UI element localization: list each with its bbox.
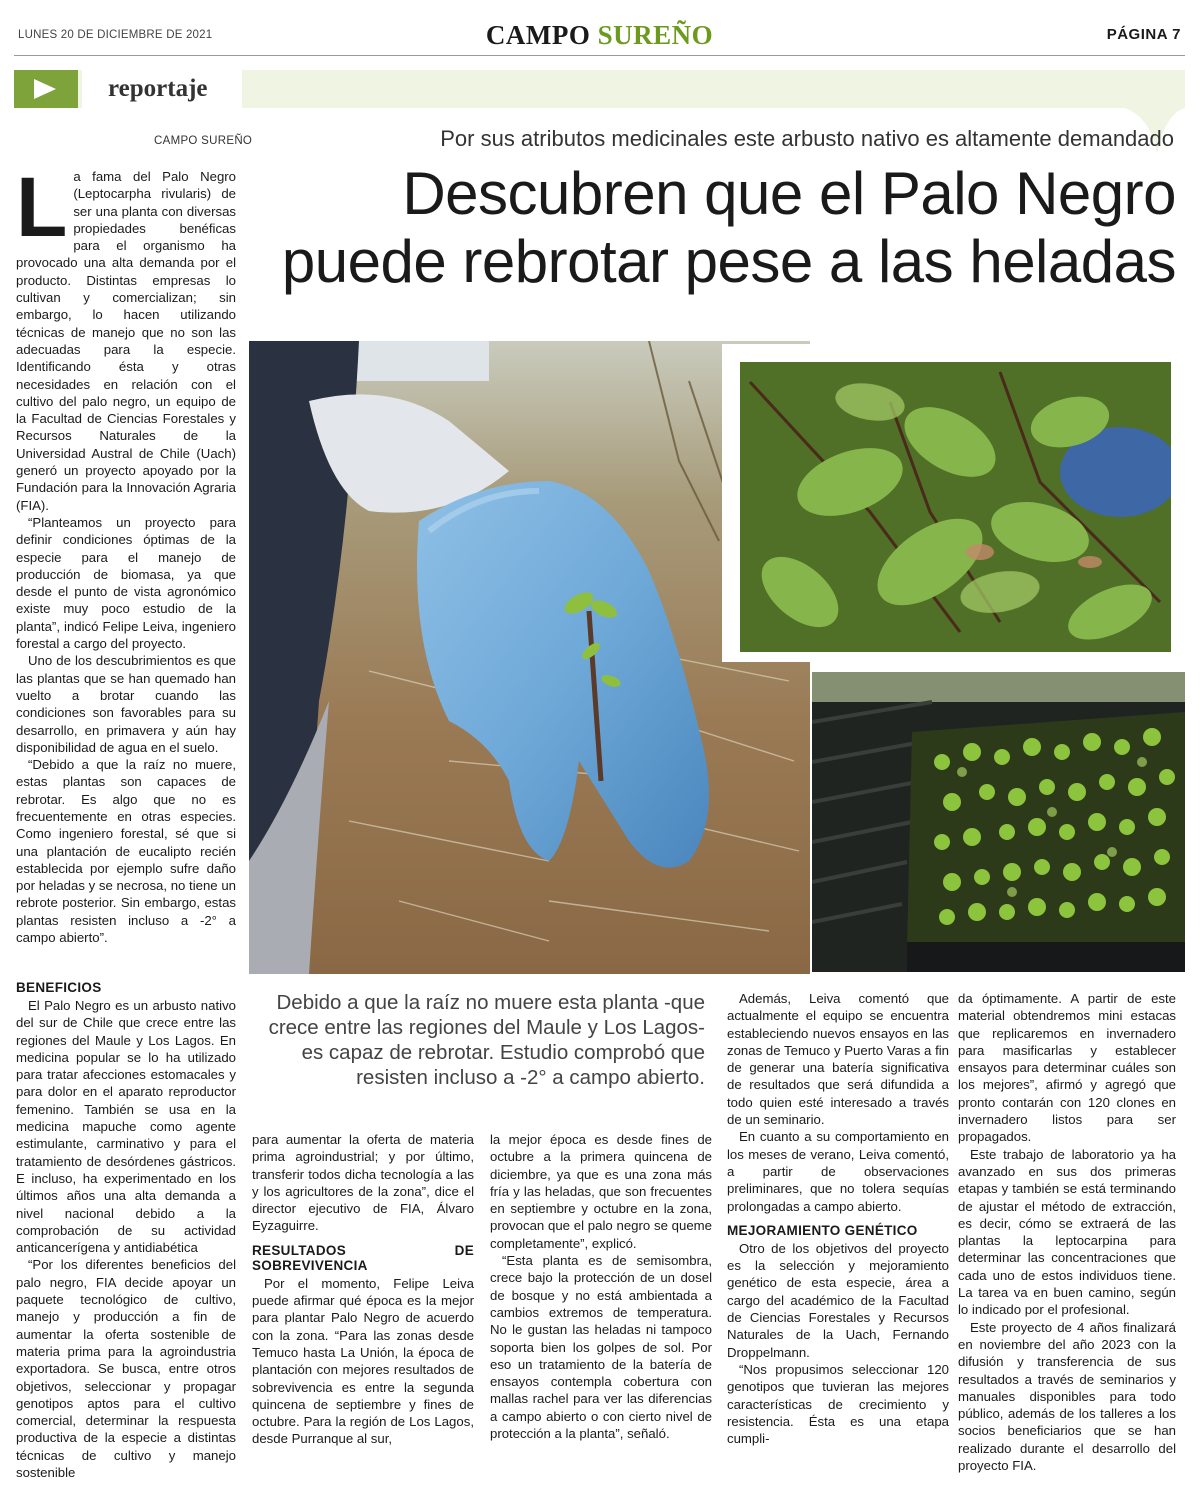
column-5 bbox=[958, 990, 1176, 1474]
headline-line-1: Descubren que el Palo Negro bbox=[402, 160, 1176, 227]
subheading-mejoramiento: MEJORAMIENTO GENÉTICO bbox=[727, 1222, 918, 1238]
paragraph: Por el momento, Felipe Leiva puede afirmar qué época es la mejor para plantar Palo Negro de acuerdo con la zona. “Para las zonas desde Temuco hasta La Unión, la época de plantación con mejores resultados de sobrevivencia es entre la segunda quincena de septiembre y fines de octubre. Para la región de Los Lagos, desde Purranque al sur, bbox=[252, 1275, 474, 1447]
section-bar bbox=[14, 70, 1185, 108]
paragraph: Otro de los objetivos del proyecto es la selección y mejoramiento genético de esta especie, área a cargo del académico de la Facultad de Ciencias Forestales y Recursos Naturales de la Uach, Fernando Droppelmann. bbox=[727, 1240, 949, 1360]
paragraph: En cuanto a su comportamiento en los meses de verano, Leiva comentó, a partir de observaciones preliminares, que no tolera sequías prolongadas a campo abierto. bbox=[727, 1129, 949, 1214]
photo-seedling-tray bbox=[812, 672, 1185, 972]
paragraph: “Debido a que la raíz no muere, estas plantas son capaces de rebrotar. Es algo que no es frecuentemente en otras especies. Como ingeniero forestal, sé que si una plantación de eucalipto recién establecida por ejemplo sufre daño por heladas y se necrosa, no tiene un rebrote posterior. Sin embargo, estas plantas resisten incluso a -2° a campo abierto”. bbox=[16, 757, 236, 946]
paragraph: para aumentar la oferta de materia prima agroindustrial; y por último, transferir todos dicha tecnología a las y los agricultores de la zona”, dice el director ejecutivo de FIA, Álvaro Eyzaguirre. bbox=[252, 1132, 474, 1234]
masthead-sureno: SUREÑO bbox=[597, 20, 714, 50]
header-rule bbox=[14, 55, 1185, 56]
column-4 bbox=[727, 990, 949, 1447]
paragraph: Este trabajo de laboratorio ya ha avanzado en sus dos primeras etapas y también se está terminando de ajustar el método de extracción, es decir, cómo se extraerá de las plantas la leptocarpina para determinar las concentraciones que cada uno de estos individuos tiene. La tarea va en buen camino, según lo indicado por el profesional. bbox=[958, 1146, 1176, 1318]
dateline: LUNES 20 DE DICIEMBRE DE 2021 bbox=[18, 29, 213, 41]
pull-quote: Debido a que la raíz no muere esta planta -que crece entre las regiones del Maule y Los Lagos- es capaz de rebrotar. Estudio comprobó que resisten incluso a -2° a campo abierto. bbox=[268, 991, 705, 1089]
dropcap: L bbox=[16, 160, 68, 254]
kicker: Por sus atributos medicinales este arbusto nativo es altamente demandado bbox=[440, 126, 1174, 151]
column-3 bbox=[490, 1131, 712, 1442]
paragraph: La fama del Palo Negro (Leptocarpha rivularis) de ser una planta con diversas propiedades benéficas para el organismo ha provocado una alta demanda por el producto. Distintas empresas lo cultivan y comercializan; sin embargo, lo hacen utilizando técnicas de manejo que no son las adecuadas para la especie. Identificando ésta y otras necesidades en relación con el cultivo del palo negro, un equipo de la Facultad de Ciencias Forestales y Recursos Naturales de la Universidad Austral de Chile (Uach) generó un proyecto apoyado por la Fundación para la Innovación Agraria (FIA). bbox=[16, 160, 236, 513]
photo-seedling-tray-image bbox=[812, 672, 1185, 972]
subheading-resultados: RESULTADOS DE SOBREVIVENCIA bbox=[252, 1242, 474, 1273]
paragraph: la mejor época es desde fines de octubre a la primera quincena de diciembre, ya que es una zona más fría y las heladas, que son frecuentes en septiembre y octubre en la zona, provocan que el palo negro se queme completamente”, explicó. bbox=[490, 1132, 712, 1251]
paragraph: “Esta planta es de semisombra, crece bajo la protección de un dosel de bosque y no está ambientada a cambios extremos de temperatura. No le gustan las heladas ni tampoco soporta bien los golpes de sol. Por eso un tratamiento de la batería de ensayos contempla cobertura con mallas rachel para ver las diferencias a campo abierto o con cierto nivel de protección a la planta”, señaló. bbox=[490, 1253, 712, 1442]
column-2 bbox=[252, 1131, 474, 1448]
paragraph: “Nos propusimos seleccionar 120 genotipos que tuvieran las mejores características de crecimiento y resistencia. Ésta es una etapa cumpli- bbox=[727, 1361, 949, 1447]
photo-leaves-image bbox=[740, 362, 1171, 652]
subheading-beneficios: BENEFICIOS bbox=[16, 980, 102, 995]
column-1 bbox=[16, 160, 236, 946]
byline: CAMPO SUREÑO bbox=[154, 135, 253, 147]
section-label: reportaje bbox=[94, 73, 222, 105]
page-number: PÁGINA 7 bbox=[1106, 26, 1181, 43]
paragraph: Además, Leiva comentó que actualmente el equipo se encuentra estableciendo nuevos ensayos en las zonas de Temuco y Puerto Varas a fin de generar una batería significativa de resultados que será difundida a todo quien esté interesado a través de un seminario. bbox=[727, 991, 949, 1128]
paragraph: El Palo Negro es un arbusto nativo del sur de Chile que crece entre las regiones del Maule y Los Lagos. En medicina popular se lo ha utilizado para tratar afecciones estomacales y para dolor en el aparato reproductor femenino. También se usa en la medicina mapuche como agente estimulante, carminativo y para el tratamiento de desórdenes gástricos. E incluso, ha experimentado en los últimos años una alta demanda a nivel nacional debido a la comprobación de su actividad anticancerígena y antidiabética bbox=[16, 998, 236, 1256]
section-band bbox=[78, 70, 1185, 108]
photo-leaves bbox=[722, 344, 1185, 662]
page-header bbox=[14, 20, 1185, 54]
paragraph: “Planteamos un proyecto para definir condiciones óptimas de la especie para el manejo de producción de biomasa, ya que desde el punto de vista agronómico existe muy poco estudio de la planta”, indicó Felipe Leiva, ingeniero forestal a cargo del proyecto. bbox=[16, 514, 236, 652]
masthead-campo: CAMPO bbox=[485, 20, 591, 50]
headline-line-2: puede rebrotar pese a las heladas bbox=[281, 228, 1176, 295]
paragraph: Este proyecto de 4 años finalizará en noviembre del año 2023 con la difusión y transferencia de sus resultados a través de seminarios y manuales disponibles para todo público, además de los talleres a los socios beneficiarios que se han realizado durante el desarrollo del proyecto FIA. bbox=[958, 1319, 1176, 1474]
paragraph: “Por los diferentes beneficios del palo negro, FIA decide apoyar un paquete tecnológico de cultivo, manejo y producción a fin de aumentar la oferta sostenible de materia prima para la agroindustria exportadora. Se busca, entre otros objetivos, seleccionar y propagar genotipos aptos para el cultivo comercial, determinar la respuesta productiva de la especie a distintas técnicas de cultivo y manejo sostenible bbox=[16, 1257, 236, 1481]
play-arrow-icon bbox=[34, 79, 56, 99]
paragraph: Uno de los descubrimientos es que las plantas que se han quemado han vuelto a brotar cuando las condiciones son favorables para su desarrollo, en primavera y aún hay disponibilidad de agua en el suelo. bbox=[16, 653, 236, 755]
headline bbox=[250, 160, 1176, 296]
masthead bbox=[14, 20, 1185, 51]
column-1-lower bbox=[16, 972, 236, 1481]
paragraph: da óptimamente. A partir de este material obtendremos mini estacas que replicaremos en invernadero para masificarlas y establecer ensayos para determinar cuáles son los mejores”, afirmó y agregó que pronto contarán con 120 clones en invernadero listos para ser propagados. bbox=[958, 991, 1176, 1145]
